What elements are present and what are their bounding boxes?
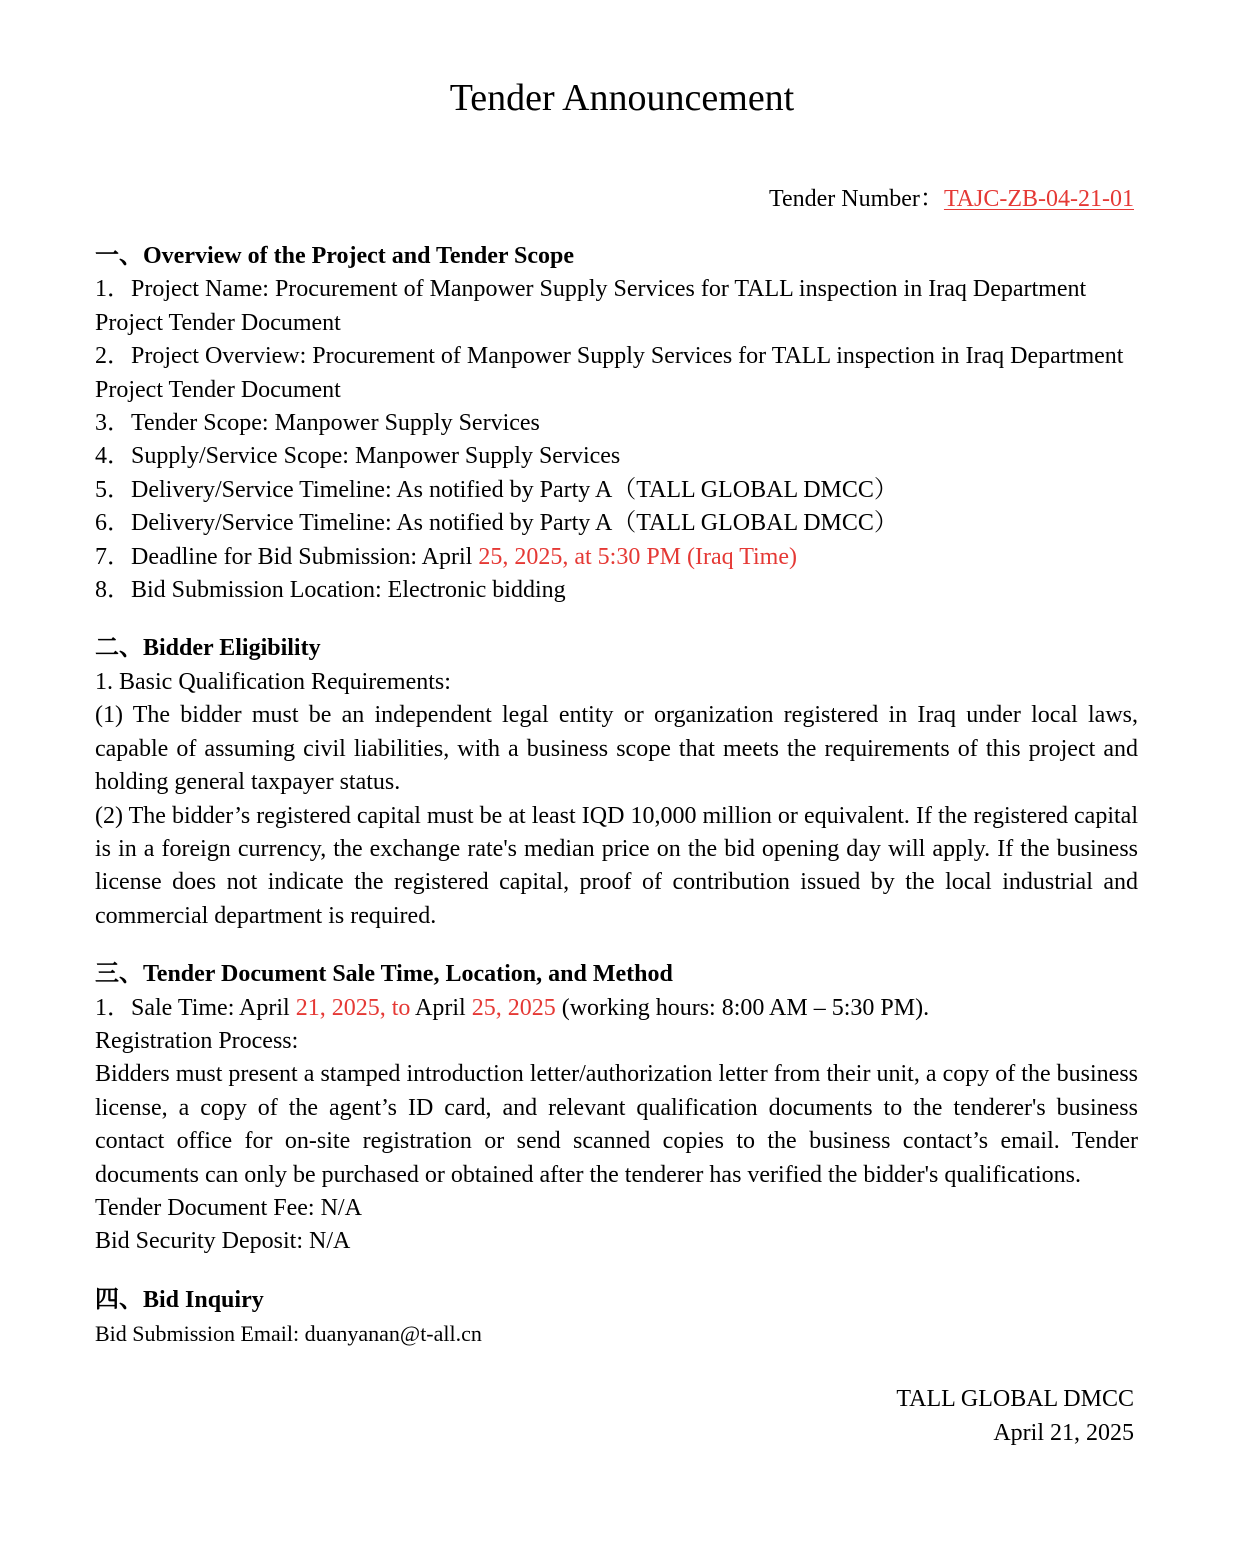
- list-item: 1．Project Name: Procurement of Manpower Supply Services for TALL inspection in Iraq Department Project Tender Document: [95, 276, 1087, 336]
- list-item: 5．Delivery/Service Timeline: As notified by Party A（TALL GLOBAL DMCC）: [95, 476, 898, 503]
- tender-number-label: Tender Number：: [769, 186, 944, 212]
- sale-end-date: 25, 2025: [471, 994, 556, 1021]
- deadline-label: 7．Deadline for Bid Submission: April: [95, 543, 479, 570]
- sale-start-date: 21, 2025, to: [295, 994, 411, 1021]
- section-eligibility: [95, 632, 1138, 933]
- document-fee: Tender Document Fee: N/A: [95, 1194, 362, 1221]
- paragraph: (2) The bidder’s registered capital must be at least IQD 10,000 million or equivalent. If the registered capital is in a foreign currency, the exchange rate's median price on the bid opening day will apply. If the business license does not indicate the registered capital, proof of contribution issued by the local industrial and commercial department is required.: [95, 802, 1138, 929]
- list-item: 3．Tender Scope: Manpower Supply Services: [95, 410, 540, 437]
- list-item: 6．Delivery/Service Timeline: As notified by Party A（TALL GLOBAL DMCC）: [95, 510, 898, 537]
- sale-time-mid: April: [410, 994, 472, 1021]
- list-item: 4．Supply/Service Scope: Manpower Supply Services: [95, 443, 621, 470]
- signature-company: TALL GLOBAL DMCC: [896, 1386, 1134, 1412]
- section-heading: 四、Bid Inquiry: [95, 1286, 264, 1313]
- list-item: 8．Bid Submission Location: Electronic bidding: [95, 577, 566, 604]
- list-item-deadline: [95, 541, 1138, 574]
- signature-date: April 21, 2025: [993, 1420, 1134, 1446]
- signature-block: [896, 1382, 1134, 1450]
- subheading: 1. Basic Qualification Requirements:: [95, 668, 451, 695]
- paragraph: (1) The bidder must be an independent legal entity or organization registered in Iraq under local laws, capable of assuming civil liabilities, with a business scope that meets the requirements of this project and holding general taxpayer status.: [95, 702, 1138, 796]
- list-item: 2．Project Overview: Procurement of Manpower Supply Services for TALL inspection in Iraq Department Project Tender Document: [95, 343, 1124, 403]
- sale-time: [95, 992, 1138, 1025]
- deadline-value: 25, 2025, at 5:30 PM (Iraq Time): [478, 543, 797, 570]
- section-heading: 一、Overview of the Project and Tender Scope: [95, 243, 575, 269]
- section-overview: [95, 240, 1138, 607]
- sale-time-label: 1．Sale Time: April: [95, 994, 296, 1021]
- sale-hours: (working hours: 8:00 AM – 5:30 PM).: [555, 994, 930, 1021]
- tender-number-value: TAJC-ZB-04-21-01: [943, 186, 1134, 212]
- bid-email: Bid Submission Email: duanyanan@t-all.cn: [95, 1321, 482, 1347]
- section-sale: [95, 958, 1138, 1259]
- section-inquiry: [95, 1284, 1138, 1351]
- document-body: [95, 240, 1138, 1351]
- registration-text: Bidders must present a stamped introduction letter/authorization letter from their unit, a copy of the business license, a copy of the agent’s ID card, and relevant qualification documents to the tenderer's business contact office for on-site registration or send scanned copies to the business contact’s email. Tender documents can only be purchased or obtained after the tenderer has verified the bidder's qualifications.: [95, 1061, 1138, 1188]
- security-deposit: Bid Security Deposit: N/A: [95, 1228, 351, 1255]
- section-heading: 三、Tender Document Sale Time, Location, and Method: [95, 961, 673, 988]
- tender-number: [769, 182, 1134, 216]
- registration-label: Registration Process:: [95, 1027, 299, 1054]
- section-heading: 二、Bidder Eligibility: [95, 635, 321, 662]
- page-title: Tender Announcement: [449, 77, 795, 119]
